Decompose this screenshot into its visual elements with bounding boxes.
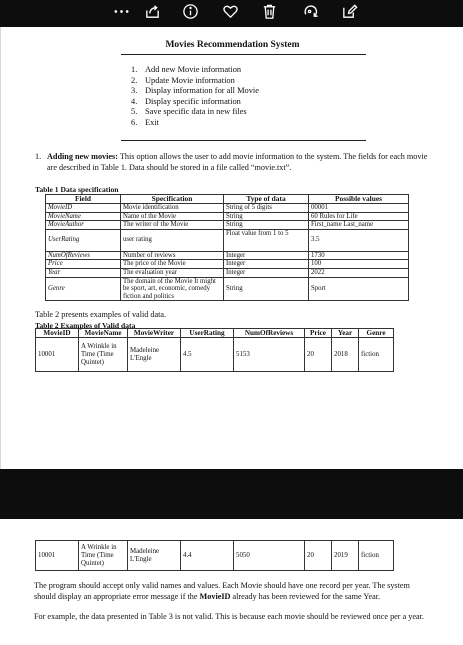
table-header-cell: Genre [359,329,394,338]
table-header-cell: Type of data [224,195,309,204]
text-span: already has been reviewed for the same Year. [230,591,381,601]
table-cell: Price [46,260,121,269]
table-cell: fiction [359,338,394,372]
table-cell: NumOfReviews [46,251,121,260]
table-cell: Madeleine L'Engle [128,541,181,571]
table-cell: First_name Last_name [309,221,409,230]
table-cell: Float value from 1 to 5 [224,229,309,251]
menu-item [131,76,259,87]
text-span: 6. [131,117,138,127]
table-cell: MovieAuthor [46,221,121,230]
table-header-cell: Possible values [309,195,409,204]
text-span: Update Movie information [145,75,235,85]
table-cell: 5153 [234,338,305,372]
table-cell: A Wrinkle in Time (Time Quintet) [79,541,128,571]
table-header-cell: MovieID [36,329,79,338]
table-cell: 100 [309,260,409,269]
viewer-toolbar [0,0,463,27]
table-cell: String [224,221,309,230]
text-span: Save specific data in new files [145,107,247,117]
table-header-row [36,329,394,338]
info-icon[interactable] [181,2,199,20]
text-span: Display information for all Movie [145,86,259,96]
table-row [46,268,409,277]
table-row [46,251,409,260]
text-span: 1. [35,152,42,161]
table-2-caption: Table 2 Examples of Valid data [35,321,136,330]
table-row [46,221,409,230]
share-icon[interactable] [143,2,161,20]
table-cell: 20 [305,541,332,571]
document-page-1 [0,27,463,469]
menu-item [131,86,259,97]
table-cell: UserRating [46,229,121,251]
table-2-valid-data [35,328,394,372]
table-cell: MovieName [46,212,121,221]
table-cell: 5050 [234,541,305,571]
table-header-cell: UserRating [181,329,234,338]
text-span: Adding new movies: [47,152,118,161]
table-row [46,260,409,269]
text-span: Add new Movie information [145,65,242,74]
table-cell: Year [46,268,121,277]
table-cell: Name of the Movie [121,212,224,221]
document-page-2 [0,519,463,645]
table-cell: 2019 [332,541,359,571]
menu-item [131,118,259,129]
table-header-cell: Specification [121,195,224,204]
menu-item [131,107,259,118]
table-cell: user rating [121,229,224,251]
table-cell: The writer of the Movie [121,221,224,230]
table-cell: 00001 [309,204,409,213]
text-span: 5. [131,107,138,117]
table-header-cell: MovieWriter [128,329,181,338]
table-cell: Genre [46,277,121,301]
section-1-paragraph [35,152,437,173]
table-row [36,338,394,372]
table-cell: String [224,212,309,221]
table-cell: 2022 [309,268,409,277]
document-title: Movies Recommendation System [165,40,300,50]
menu-item [131,65,259,76]
text-span: The program should accept only valid names and values. Each Movie should have one record per year. The system should display an appropriate error message if the [34,581,410,601]
table-cell: 20 [305,338,332,372]
table-cell: Madeleine L'Engle [128,338,181,372]
page-gap [0,469,463,519]
table-cell: Movie identification [121,204,224,213]
table-row [46,229,409,251]
edit-icon[interactable] [340,2,358,20]
table-header-cell: Year [332,329,359,338]
heart-icon[interactable] [221,2,239,20]
text-span: Display specific information [145,96,241,106]
table-cell: 2018 [332,338,359,372]
table-cell: Integer [224,268,309,277]
menu-item [131,97,259,108]
divider [121,140,366,141]
validation-paragraph [34,581,424,602]
text-span: Exit [145,117,159,127]
text-span: MovieID [199,591,231,601]
table-cell: Number of reviews [121,251,224,260]
rotate-icon[interactable] [301,2,319,20]
table-row [46,212,409,221]
table-header-cell: MovieName [79,329,128,338]
example-paragraph: For example, the data presented in Table 3 is not valid. This is because each movie should be reviewed once per a year. [34,612,424,621]
table-cell: 10001 [36,541,79,571]
table-1-caption: Table 1 Data specification [35,185,119,194]
table-cell: A Wrinkle in Time (Time Quintet) [79,338,128,372]
table-cell: 4.4 [181,541,234,571]
table-cell: 4.5 [181,338,234,372]
table-header-row [46,195,409,204]
menu-list [131,65,259,129]
text-span: 2. [131,75,138,85]
table-row [46,277,409,301]
table-cell: Integer [224,251,309,260]
text-span: This option allows the user to add movie information to the system. The fields for each movie are described in Table 1. Data should be stored in a file called “movie.txt”. [47,152,428,172]
table-cell: Integer [224,260,309,269]
more-icon[interactable] [112,2,130,20]
table-cell: 60 Rules for Life [309,212,409,221]
table-header-cell: NumOfReviews [234,329,305,338]
table-cell: 3.5 [309,229,409,251]
trash-icon[interactable] [260,2,278,20]
table-cell: String of 5 digits [224,204,309,213]
table-3-invalid-data [35,540,394,571]
table-cell: String [224,277,309,301]
text-span: 1. [131,65,138,74]
table-1-data-specification [45,194,409,301]
table-cell: 1730 [309,251,409,260]
text-span: 3. [131,86,138,96]
table-cell: The evaluation year [121,268,224,277]
table-cell: Sport [309,277,409,301]
table-2-intro: Table 2 presents examples of valid data. [35,310,167,319]
table-cell: MovieID [46,204,121,213]
divider [121,54,366,55]
table-header-cell: Price [305,329,332,338]
table-cell: fiction [359,541,394,571]
table-cell: 10001 [36,338,79,372]
table-cell: The domain of the Movie It might be sport, art, economic, comedy fiction and politics [121,277,224,301]
table-row [46,204,409,213]
table-cell: The price of the Movie [121,260,224,269]
table-row [36,541,394,571]
text-span: 4. [131,96,138,106]
table-header-cell: Field [46,195,121,204]
